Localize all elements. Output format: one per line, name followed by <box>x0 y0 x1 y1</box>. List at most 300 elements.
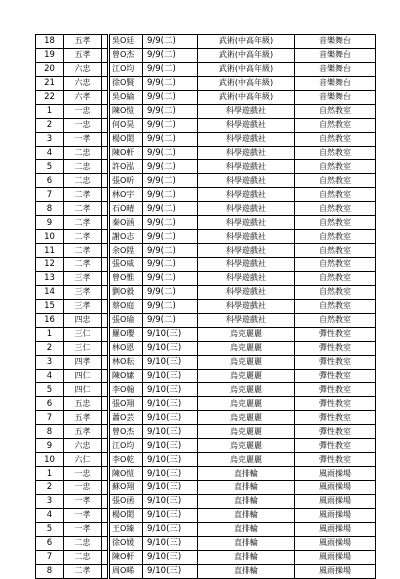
class-name: 六忠 <box>64 62 102 76</box>
club-name: 武術(中高年級) <box>198 48 295 62</box>
class-name: 二孝 <box>64 188 102 202</box>
club-date: 9/9(二) <box>143 160 198 174</box>
club-date: 9/10(三) <box>143 355 198 369</box>
row-number: 6 <box>36 397 64 411</box>
club-name: 科學遊戲社 <box>198 216 295 230</box>
column-divider <box>102 244 109 258</box>
class-name: 四忠 <box>64 313 102 327</box>
table-row <box>36 174 376 188</box>
club-date: 9/9(二) <box>143 313 198 327</box>
class-name: 三孝 <box>64 271 102 285</box>
club-date: 9/9(二) <box>143 285 198 299</box>
club-date: 9/10(三) <box>143 467 198 481</box>
row-number: 8 <box>36 425 64 439</box>
club-location: 風雨操場 <box>295 508 376 522</box>
club-location: 風雨操場 <box>295 467 376 481</box>
class-name: 二孝 <box>64 230 102 244</box>
student-name: 吳O綸 <box>109 90 143 104</box>
club-name: 科學遊戲社 <box>198 230 295 244</box>
club-location: 自然教室 <box>295 285 376 299</box>
row-number: 7 <box>36 188 64 202</box>
table-row <box>36 550 376 564</box>
column-divider <box>102 522 109 536</box>
club-name: 烏克麗麗 <box>198 341 295 355</box>
table-row <box>36 453 376 467</box>
column-divider <box>102 411 109 425</box>
table-row <box>36 118 376 132</box>
row-number: 11 <box>36 244 64 258</box>
table-row <box>36 285 376 299</box>
club-date: 9/10(三) <box>143 327 198 341</box>
club-location: 彈性教室 <box>295 453 376 467</box>
table-row <box>36 383 376 397</box>
class-name: 四孝 <box>64 355 102 369</box>
table-row <box>36 522 376 536</box>
row-number: 3 <box>36 132 64 146</box>
club-date: 9/9(二) <box>143 216 198 230</box>
row-number: 16 <box>36 313 64 327</box>
row-number: 3 <box>36 494 64 508</box>
table-row <box>36 508 376 522</box>
row-number: 9 <box>36 216 64 230</box>
club-date: 9/9(二) <box>143 132 198 146</box>
column-divider <box>102 230 109 244</box>
club-name: 直排輪 <box>198 508 295 522</box>
class-name: 二孝 <box>64 564 102 578</box>
column-divider <box>102 439 109 453</box>
student-name: 謝O志 <box>109 230 143 244</box>
column-divider <box>102 90 109 104</box>
club-location: 彈性教室 <box>295 411 376 425</box>
row-number: 4 <box>36 146 64 160</box>
table-row <box>36 35 376 49</box>
class-name: 二忠 <box>64 536 102 550</box>
row-number: 4 <box>36 369 64 383</box>
student-name: 張O函 <box>109 494 143 508</box>
class-name: 四仁 <box>64 369 102 383</box>
table-row <box>36 536 376 550</box>
student-name: 張O翔 <box>109 397 143 411</box>
column-divider <box>102 369 109 383</box>
row-number: 22 <box>36 90 64 104</box>
club-location: 彈性教室 <box>295 369 376 383</box>
table-row <box>36 132 376 146</box>
student-name: 曾O惟 <box>109 271 143 285</box>
table-row <box>36 327 376 341</box>
student-name: 林O宇 <box>109 188 143 202</box>
club-name: 科學遊戲社 <box>198 118 295 132</box>
table-row <box>36 467 376 481</box>
club-date: 9/10(三) <box>143 369 198 383</box>
student-name: 江O均 <box>109 439 143 453</box>
club-name: 科學遊戲社 <box>198 104 295 118</box>
student-name: 曾O杰 <box>109 425 143 439</box>
club-name: 武術(中高年級) <box>198 62 295 76</box>
club-name: 科學遊戲社 <box>198 174 295 188</box>
club-date: 9/10(三) <box>143 341 198 355</box>
club-location: 風雨操場 <box>295 481 376 495</box>
row-number: 1 <box>36 327 64 341</box>
class-name: 二孝 <box>64 244 102 258</box>
student-name: 林O耘 <box>109 355 143 369</box>
column-divider <box>102 202 109 216</box>
club-name: 烏克麗麗 <box>198 397 295 411</box>
class-name: 一忠 <box>64 481 102 495</box>
club-name: 烏克麗麗 <box>198 453 295 467</box>
class-name: 二忠 <box>64 550 102 564</box>
club-location: 自然教室 <box>295 132 376 146</box>
club-date: 9/9(二) <box>143 35 198 49</box>
student-name: 徐O媛 <box>109 536 143 550</box>
club-location: 自然教室 <box>295 244 376 258</box>
table-row <box>36 146 376 160</box>
club-date: 9/9(二) <box>143 118 198 132</box>
row-number: 15 <box>36 299 64 313</box>
row-number: 3 <box>36 355 64 369</box>
club-date: 9/10(三) <box>143 383 198 397</box>
table-row <box>36 313 376 327</box>
class-name: 二忠 <box>64 146 102 160</box>
club-date: 9/10(三) <box>143 425 198 439</box>
club-date: 9/9(二) <box>143 48 198 62</box>
class-name: 六仁 <box>64 453 102 467</box>
table-row <box>36 258 376 272</box>
column-divider <box>102 481 109 495</box>
club-date: 9/9(二) <box>143 104 198 118</box>
club-location: 自然教室 <box>295 258 376 272</box>
row-number: 19 <box>36 48 64 62</box>
row-number: 8 <box>36 564 64 578</box>
table-row <box>36 202 376 216</box>
club-location: 自然教室 <box>295 271 376 285</box>
club-location: 彈性教室 <box>295 397 376 411</box>
row-number: 7 <box>36 411 64 425</box>
student-name: 石O晴 <box>109 202 143 216</box>
student-name: 余O陞 <box>109 244 143 258</box>
club-date: 9/10(三) <box>143 439 198 453</box>
club-date: 9/10(三) <box>143 481 198 495</box>
class-name: 一孝 <box>64 508 102 522</box>
student-name: 楊O閎 <box>109 508 143 522</box>
column-divider <box>102 146 109 160</box>
club-location: 風雨操場 <box>295 494 376 508</box>
class-name: 五孝 <box>64 425 102 439</box>
column-divider <box>102 62 109 76</box>
class-name: 二孝 <box>64 202 102 216</box>
student-name: 周O晞 <box>109 564 143 578</box>
student-name: 陳O愷 <box>109 467 143 481</box>
class-name: 二孝 <box>64 216 102 230</box>
club-name: 直排輪 <box>198 564 295 578</box>
club-name: 科學遊戲社 <box>198 188 295 202</box>
student-name: 楊O閎 <box>109 132 143 146</box>
student-name: 李O翰 <box>109 383 143 397</box>
column-divider <box>102 216 109 230</box>
club-name: 科學遊戲社 <box>198 244 295 258</box>
row-number: 7 <box>36 550 64 564</box>
club-date: 9/10(三) <box>143 494 198 508</box>
club-name: 武術(中高年級) <box>198 76 295 90</box>
row-number: 2 <box>36 481 64 495</box>
student-name: 陳O軒 <box>109 550 143 564</box>
club-location: 彈性教室 <box>295 425 376 439</box>
student-name: 秦O涵 <box>109 216 143 230</box>
row-number: 4 <box>36 508 64 522</box>
table-row <box>36 425 376 439</box>
column-divider <box>102 494 109 508</box>
column-divider <box>102 550 109 564</box>
table-row <box>36 341 376 355</box>
club-date: 9/9(二) <box>143 146 198 160</box>
column-divider <box>102 174 109 188</box>
student-name: 陳O軒 <box>109 146 143 160</box>
student-name: 蘇O翔 <box>109 481 143 495</box>
row-number: 5 <box>36 160 64 174</box>
club-date: 9/9(二) <box>143 202 198 216</box>
class-name: 一忠 <box>64 104 102 118</box>
club-location: 自然教室 <box>295 104 376 118</box>
club-name: 直排輪 <box>198 550 295 564</box>
table-row <box>36 188 376 202</box>
column-divider <box>102 76 109 90</box>
club-name: 科學遊戲社 <box>198 258 295 272</box>
column-divider <box>102 188 109 202</box>
club-date: 9/9(二) <box>143 188 198 202</box>
club-name: 科學遊戲社 <box>198 313 295 327</box>
club-date: 9/10(三) <box>143 453 198 467</box>
column-divider <box>102 341 109 355</box>
table-row <box>36 564 376 578</box>
table-row <box>36 90 376 104</box>
club-location: 音樂舞台 <box>295 90 376 104</box>
student-name: 徐O賢 <box>109 76 143 90</box>
student-name: 江O均 <box>109 62 143 76</box>
row-number: 13 <box>36 271 64 285</box>
club-name: 科學遊戲社 <box>198 299 295 313</box>
student-name: 張O威 <box>109 258 143 272</box>
club-roster-table <box>35 34 376 579</box>
club-location: 自然教室 <box>295 216 376 230</box>
row-number: 14 <box>36 285 64 299</box>
club-name: 烏克麗麗 <box>198 369 295 383</box>
club-location: 風雨操場 <box>295 564 376 578</box>
club-name: 直排輪 <box>198 481 295 495</box>
club-name: 科學遊戲社 <box>198 285 295 299</box>
row-number: 6 <box>36 174 64 188</box>
club-date: 9/9(二) <box>143 299 198 313</box>
column-divider <box>102 467 109 481</box>
club-name: 武術(中高年級) <box>198 35 295 49</box>
column-divider <box>102 104 109 118</box>
table-row <box>36 76 376 90</box>
club-name: 科學遊戲社 <box>198 160 295 174</box>
column-divider <box>102 327 109 341</box>
row-number: 2 <box>36 341 64 355</box>
row-number: 10 <box>36 453 64 467</box>
class-name: 二忠 <box>64 160 102 174</box>
club-location: 自然教室 <box>295 160 376 174</box>
club-name: 烏克麗麗 <box>198 439 295 453</box>
table-row <box>36 104 376 118</box>
column-divider <box>102 118 109 132</box>
student-name: 王O臻 <box>109 522 143 536</box>
row-number: 18 <box>36 35 64 49</box>
column-divider <box>102 258 109 272</box>
class-name: 三仁 <box>64 327 102 341</box>
table-row <box>36 299 376 313</box>
column-divider <box>102 285 109 299</box>
table-row <box>36 439 376 453</box>
table-row <box>36 369 376 383</box>
table-row <box>36 411 376 425</box>
column-divider <box>102 299 109 313</box>
club-name: 直排輪 <box>198 494 295 508</box>
club-location: 音樂舞台 <box>295 35 376 49</box>
club-location: 自然教室 <box>295 146 376 160</box>
class-name: 五忠 <box>64 397 102 411</box>
club-name: 科學遊戲社 <box>198 146 295 160</box>
column-divider <box>102 453 109 467</box>
row-number: 21 <box>36 76 64 90</box>
column-divider <box>102 536 109 550</box>
row-number: 8 <box>36 202 64 216</box>
student-name: 張O瑜 <box>109 313 143 327</box>
club-name: 直排輪 <box>198 522 295 536</box>
club-location: 音樂舞台 <box>295 48 376 62</box>
row-number: 10 <box>36 230 64 244</box>
column-divider <box>102 313 109 327</box>
club-location: 彈性教室 <box>295 439 376 453</box>
club-location: 音樂舞台 <box>295 76 376 90</box>
club-location: 自然教室 <box>295 202 376 216</box>
club-name: 直排輪 <box>198 536 295 550</box>
class-name: 二孝 <box>64 258 102 272</box>
class-name: 四仁 <box>64 383 102 397</box>
class-name: 五孝 <box>64 411 102 425</box>
column-divider <box>102 160 109 174</box>
table-row <box>36 355 376 369</box>
student-name: 羅O瓔 <box>109 327 143 341</box>
row-number: 5 <box>36 383 64 397</box>
student-name: 許O泓 <box>109 160 143 174</box>
table-row <box>36 244 376 258</box>
club-location: 彈性教室 <box>295 341 376 355</box>
student-name: 張O昕 <box>109 174 143 188</box>
row-number: 9 <box>36 439 64 453</box>
column-divider <box>102 397 109 411</box>
club-date: 9/9(二) <box>143 258 198 272</box>
row-number: 2 <box>36 118 64 132</box>
student-name: 何O昊 <box>109 118 143 132</box>
club-location: 音樂舞台 <box>295 62 376 76</box>
club-name: 直排輪 <box>198 467 295 481</box>
club-location: 風雨操場 <box>295 550 376 564</box>
club-date: 9/9(二) <box>143 76 198 90</box>
column-divider <box>102 271 109 285</box>
class-name: 五孝 <box>64 35 102 49</box>
row-number: 5 <box>36 522 64 536</box>
club-name: 科學遊戲社 <box>198 202 295 216</box>
club-date: 9/9(二) <box>143 174 198 188</box>
club-date: 9/9(二) <box>143 244 198 258</box>
club-location: 自然教室 <box>295 313 376 327</box>
class-name: 三仁 <box>64 341 102 355</box>
table-row <box>36 397 376 411</box>
table-row <box>36 216 376 230</box>
row-number: 1 <box>36 467 64 481</box>
column-divider <box>102 48 109 62</box>
table-row <box>36 48 376 62</box>
club-name: 烏克麗麗 <box>198 411 295 425</box>
row-number: 6 <box>36 536 64 550</box>
student-name: 曾O杰 <box>109 48 143 62</box>
club-date: 9/10(三) <box>143 564 198 578</box>
row-number: 20 <box>36 62 64 76</box>
class-name: 一忠 <box>64 467 102 481</box>
club-date: 9/10(三) <box>143 550 198 564</box>
class-name: 一孝 <box>64 522 102 536</box>
student-name: 蕭O芸 <box>109 411 143 425</box>
club-location: 自然教室 <box>295 230 376 244</box>
club-location: 風雨操場 <box>295 522 376 536</box>
class-name: 一孝 <box>64 132 102 146</box>
class-name: 一孝 <box>64 494 102 508</box>
column-divider <box>102 383 109 397</box>
table-row <box>36 62 376 76</box>
column-divider <box>102 35 109 49</box>
class-name: 二忠 <box>64 174 102 188</box>
club-location: 彈性教室 <box>295 327 376 341</box>
class-name: 五孝 <box>64 48 102 62</box>
class-name: 三孝 <box>64 285 102 299</box>
student-name: 蔡O庭 <box>109 299 143 313</box>
club-location: 自然教室 <box>295 188 376 202</box>
club-name: 武術(中高年級) <box>198 90 295 104</box>
student-name: 陳O愷 <box>109 104 143 118</box>
club-date: 9/10(三) <box>143 522 198 536</box>
club-date: 9/9(二) <box>143 271 198 285</box>
club-date: 9/10(三) <box>143 411 198 425</box>
club-location: 自然教室 <box>295 174 376 188</box>
club-name: 烏克麗麗 <box>198 327 295 341</box>
class-name: 六孝 <box>64 90 102 104</box>
class-name: 三孝 <box>64 299 102 313</box>
club-location: 風雨操場 <box>295 536 376 550</box>
club-name: 科學遊戲社 <box>198 271 295 285</box>
column-divider <box>102 132 109 146</box>
column-divider <box>102 425 109 439</box>
club-date: 9/10(三) <box>143 397 198 411</box>
club-date: 9/10(三) <box>143 508 198 522</box>
club-date: 9/9(二) <box>143 90 198 104</box>
club-location: 自然教室 <box>295 118 376 132</box>
club-location: 彈性教室 <box>295 355 376 369</box>
class-name: 六忠 <box>64 439 102 453</box>
student-name: 林O恩 <box>109 341 143 355</box>
club-name: 烏克麗麗 <box>198 355 295 369</box>
student-name: 陳O嫊 <box>109 369 143 383</box>
table-row <box>36 481 376 495</box>
club-date: 9/9(二) <box>143 230 198 244</box>
class-name: 一忠 <box>64 118 102 132</box>
club-location: 彈性教室 <box>295 383 376 397</box>
table-row <box>36 230 376 244</box>
club-name: 烏克麗麗 <box>198 425 295 439</box>
club-location: 自然教室 <box>295 299 376 313</box>
club-name: 科學遊戲社 <box>198 132 295 146</box>
student-name: 劉O毅 <box>109 285 143 299</box>
column-divider <box>102 564 109 578</box>
